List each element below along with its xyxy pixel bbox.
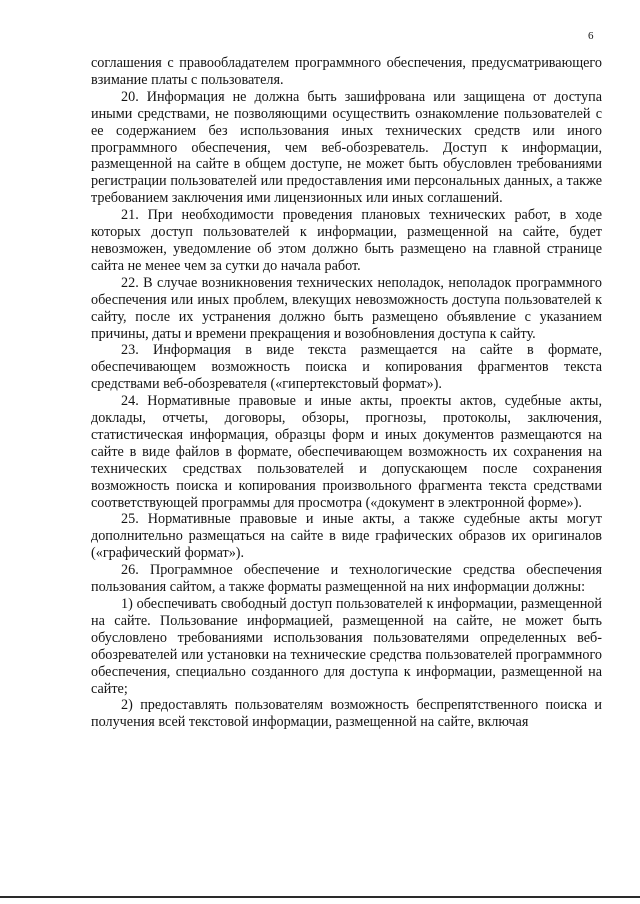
paragraph-25: 25. Нормативные правовые и иные акты, а также судебные акты могут дополнительно размещаться на сайте в виде графических образов их оригиналов («графический формат»). [91, 511, 602, 562]
paragraph-24: 24. Нормативные правовые и иные акты, проекты актов, судебные акты, доклады, отчеты, договоры, обзоры, прогнозы, протоколы, заключения, статистическая информация, образцы форм и иных документов размещаются на сайте в виде файлов в формате, обеспечивающем возможность их сохранения на технических средствах пользователей и допускающем после сохранения возможность поиска и копирования произвольного фрагмента текста средствами соответствующей программы для просмотра («документ в электронной форме»). [91, 393, 602, 511]
list-item-1: 1) обеспечивать свободный доступ пользователей к информации, размещенной на сайте. Пользование информацией, размещенной на сайте, не может быть обусловлено требованиями использования пользователями определенных веб-обозревателей или установки на технические средства пользователей программного обеспечения, специально созданного для доступа к информации, размещенной на сайте; [91, 596, 602, 697]
document-body [91, 55, 602, 731]
page-bottom-edge [0, 896, 640, 898]
paragraph-22: 22. В случае возникновения технических неполадок, неполадок программного обеспечения или иных проблем, влекущих невозможность доступа пользователей к сайту, после их устранения должно быть размещено объявление с указанием причины, даты и времени прекращения и возобновления доступа к сайту. [91, 274, 602, 342]
paragraph-20: 20. Информация не должна быть зашифрована или защищена от доступа иными средствами, не позволяющими осуществить ознакомление пользователей с ее содержанием без использования иных технических средств или иного программного обеспечения, чем веб-обозреватель. Доступ к информации, размещенной на сайте в общем доступе, не может быть обусловлен требованиями регистрации пользователей или предоставления ими персональных данных, а также требованием заключения ими лицензионных или иных соглашений. [91, 88, 602, 207]
list-item-2: 2) предоставлять пользователям возможность беспрепятственного поиска и получения всей текстовой информации, размещенной на сайте, включая [91, 697, 602, 731]
paragraph-21: 21. При необходимости проведения плановых технических работ, в ходе которых доступ пользователей к информации, размещенной на сайте, будет невозможен, уведомление об этом должно быть размещено на главной странице сайта не менее чем за сутки до начала работ. [91, 207, 602, 274]
page-number: 6 [588, 30, 594, 42]
paragraph-26: 26. Программное обеспечение и технологические средства обеспечения пользования сайтом, а также форматы размещенной на них информации должны: [91, 562, 602, 596]
paragraph-23: 23. Информация в виде текста размещается на сайте в формате, обеспечивающем возможность поиска и копирования фрагментов текста средствами веб-обозревателя («гипертекстовый формат»). [91, 342, 602, 393]
paragraph-continuation: соглашения с правообладателем программного обеспечения, предусматривающего взимание платы с пользователя. [91, 55, 602, 88]
